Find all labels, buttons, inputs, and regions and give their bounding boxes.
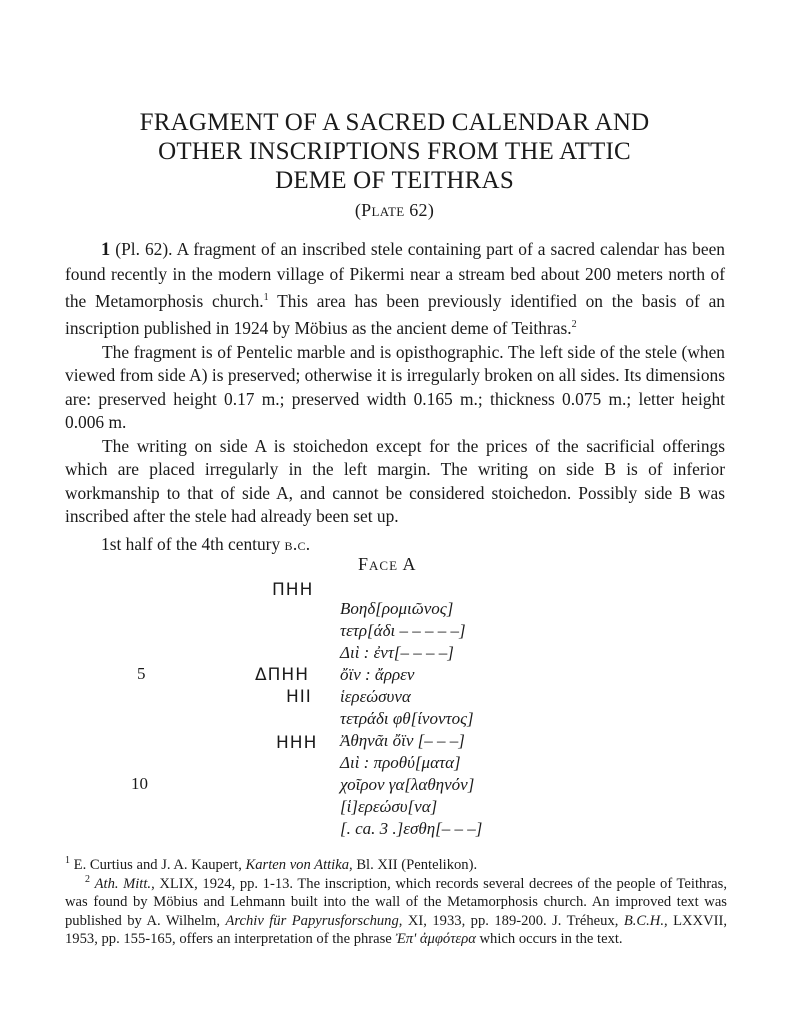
footnote-ref-1: 1: [263, 292, 269, 303]
title-line-3: DEME OF TEITHRAS: [275, 167, 514, 194]
inscription-line: Διὶ : ἐντ[– – – –]: [340, 643, 454, 662]
inscription-line: [ἱ]ερεώσυ[να]: [340, 797, 438, 816]
footnote-ref-2: 2: [571, 319, 577, 331]
inscription-line: τετράδι φθ[ίνοντος]: [340, 709, 474, 728]
line-number-10: 10: [131, 774, 148, 793]
inscription-line: [. ca. 3 .]εσθη[– – –]: [340, 819, 483, 838]
article-body: [65, 238, 725, 529]
footnote-2: $^2$ Ath. Mitt., XLIX, 1924, pp. 1-13. The inscription, which records several decrees of the people of Teithras, was found by Möbius and Lehmann built into the wall of the Metamorphosis church. An improved text was published by A. Wilhelm, Archiv für Papyrusforschung, XI, 1933, pp. 189-200. J. Tréheux, B.C.H., LXXVII, 1953, pp. 155-165, offers an interpretation of the phrase Ἐπ' ἀμφότερα which occurs in the text.: [65, 874, 728, 948]
plate-reference: (Plate 62): [354, 200, 435, 220]
inscription-line: Βοηδ[ρομιῶνος]: [340, 599, 454, 618]
inscription-line: Διὶ : προθύ[ματα]: [340, 753, 461, 772]
section-number: 1: [101, 240, 111, 260]
paragraph-2: The fragment is of Pentelic marble and is opisthographic. The left side of the stele (when viewed from side A) is preserved; otherwise it is irregularly broken on all sides. Its dimensions are: preserved height 0.17 m.; preserved width 0.165 m.; thickness 0.075 m.; letter height 0.006 m.: [65, 341, 725, 433]
paragraph-1: 1 (Pl. 62). A fragment of an inscribed stele containing part of a sacred calendar has been found recently in the modern village of Pikermi near a stream bed about 200 meters north of the Metamorphosis church.$^1$ This area has been previously identified on the basis of an inscription published in 1924 by Möbius as the ancient deme of Teithras.$^2$: [65, 239, 725, 339]
paragraph-3: The writing on side A is stoichedon except for the prices of the sacrificial offerings which are placed irregularly in the left margin. The writing on side B is of inferior workmanship to that of side A, and cannot be considered stoichedon. Possibly side B was inscribed after the stele had already been set up.: [65, 435, 725, 527]
title-line-1: FRAGMENT OF A SACRED CALENDAR AND: [139, 109, 650, 136]
price-3: ΗΙΙ: [286, 687, 312, 707]
inscription-line: χοῖρον γα[λαθηνόν]: [340, 775, 475, 794]
inscription-line: τετρ[άδι – – – – –]: [340, 621, 466, 640]
price-2: ΔΠΗΗ: [255, 665, 309, 685]
footnote-1: $^1$ E. Curtius and J. A. Kaupert, Karten von Attika, Bl. XII (Pentelikon).: [65, 855, 478, 873]
price-4: ΗΗΗ: [276, 733, 318, 753]
article-title: [60, 108, 729, 195]
line-number-5: 5: [137, 664, 146, 683]
inscription-line: ἱερεώσυνα: [340, 687, 411, 706]
date-line: 1st half of the 4th century b.c.: [101, 534, 311, 554]
inscription-line: ὄϊν : ἄρρεν: [340, 665, 415, 684]
title-line-2: OTHER INSCRIPTIONS FROM THE ATTIC: [158, 138, 631, 165]
price-1: ΠΗΗ: [272, 580, 314, 600]
face-heading: Face A: [358, 554, 417, 574]
inscription-line: Ἀθηνᾶι ὄϊν [– – –]: [340, 731, 465, 750]
